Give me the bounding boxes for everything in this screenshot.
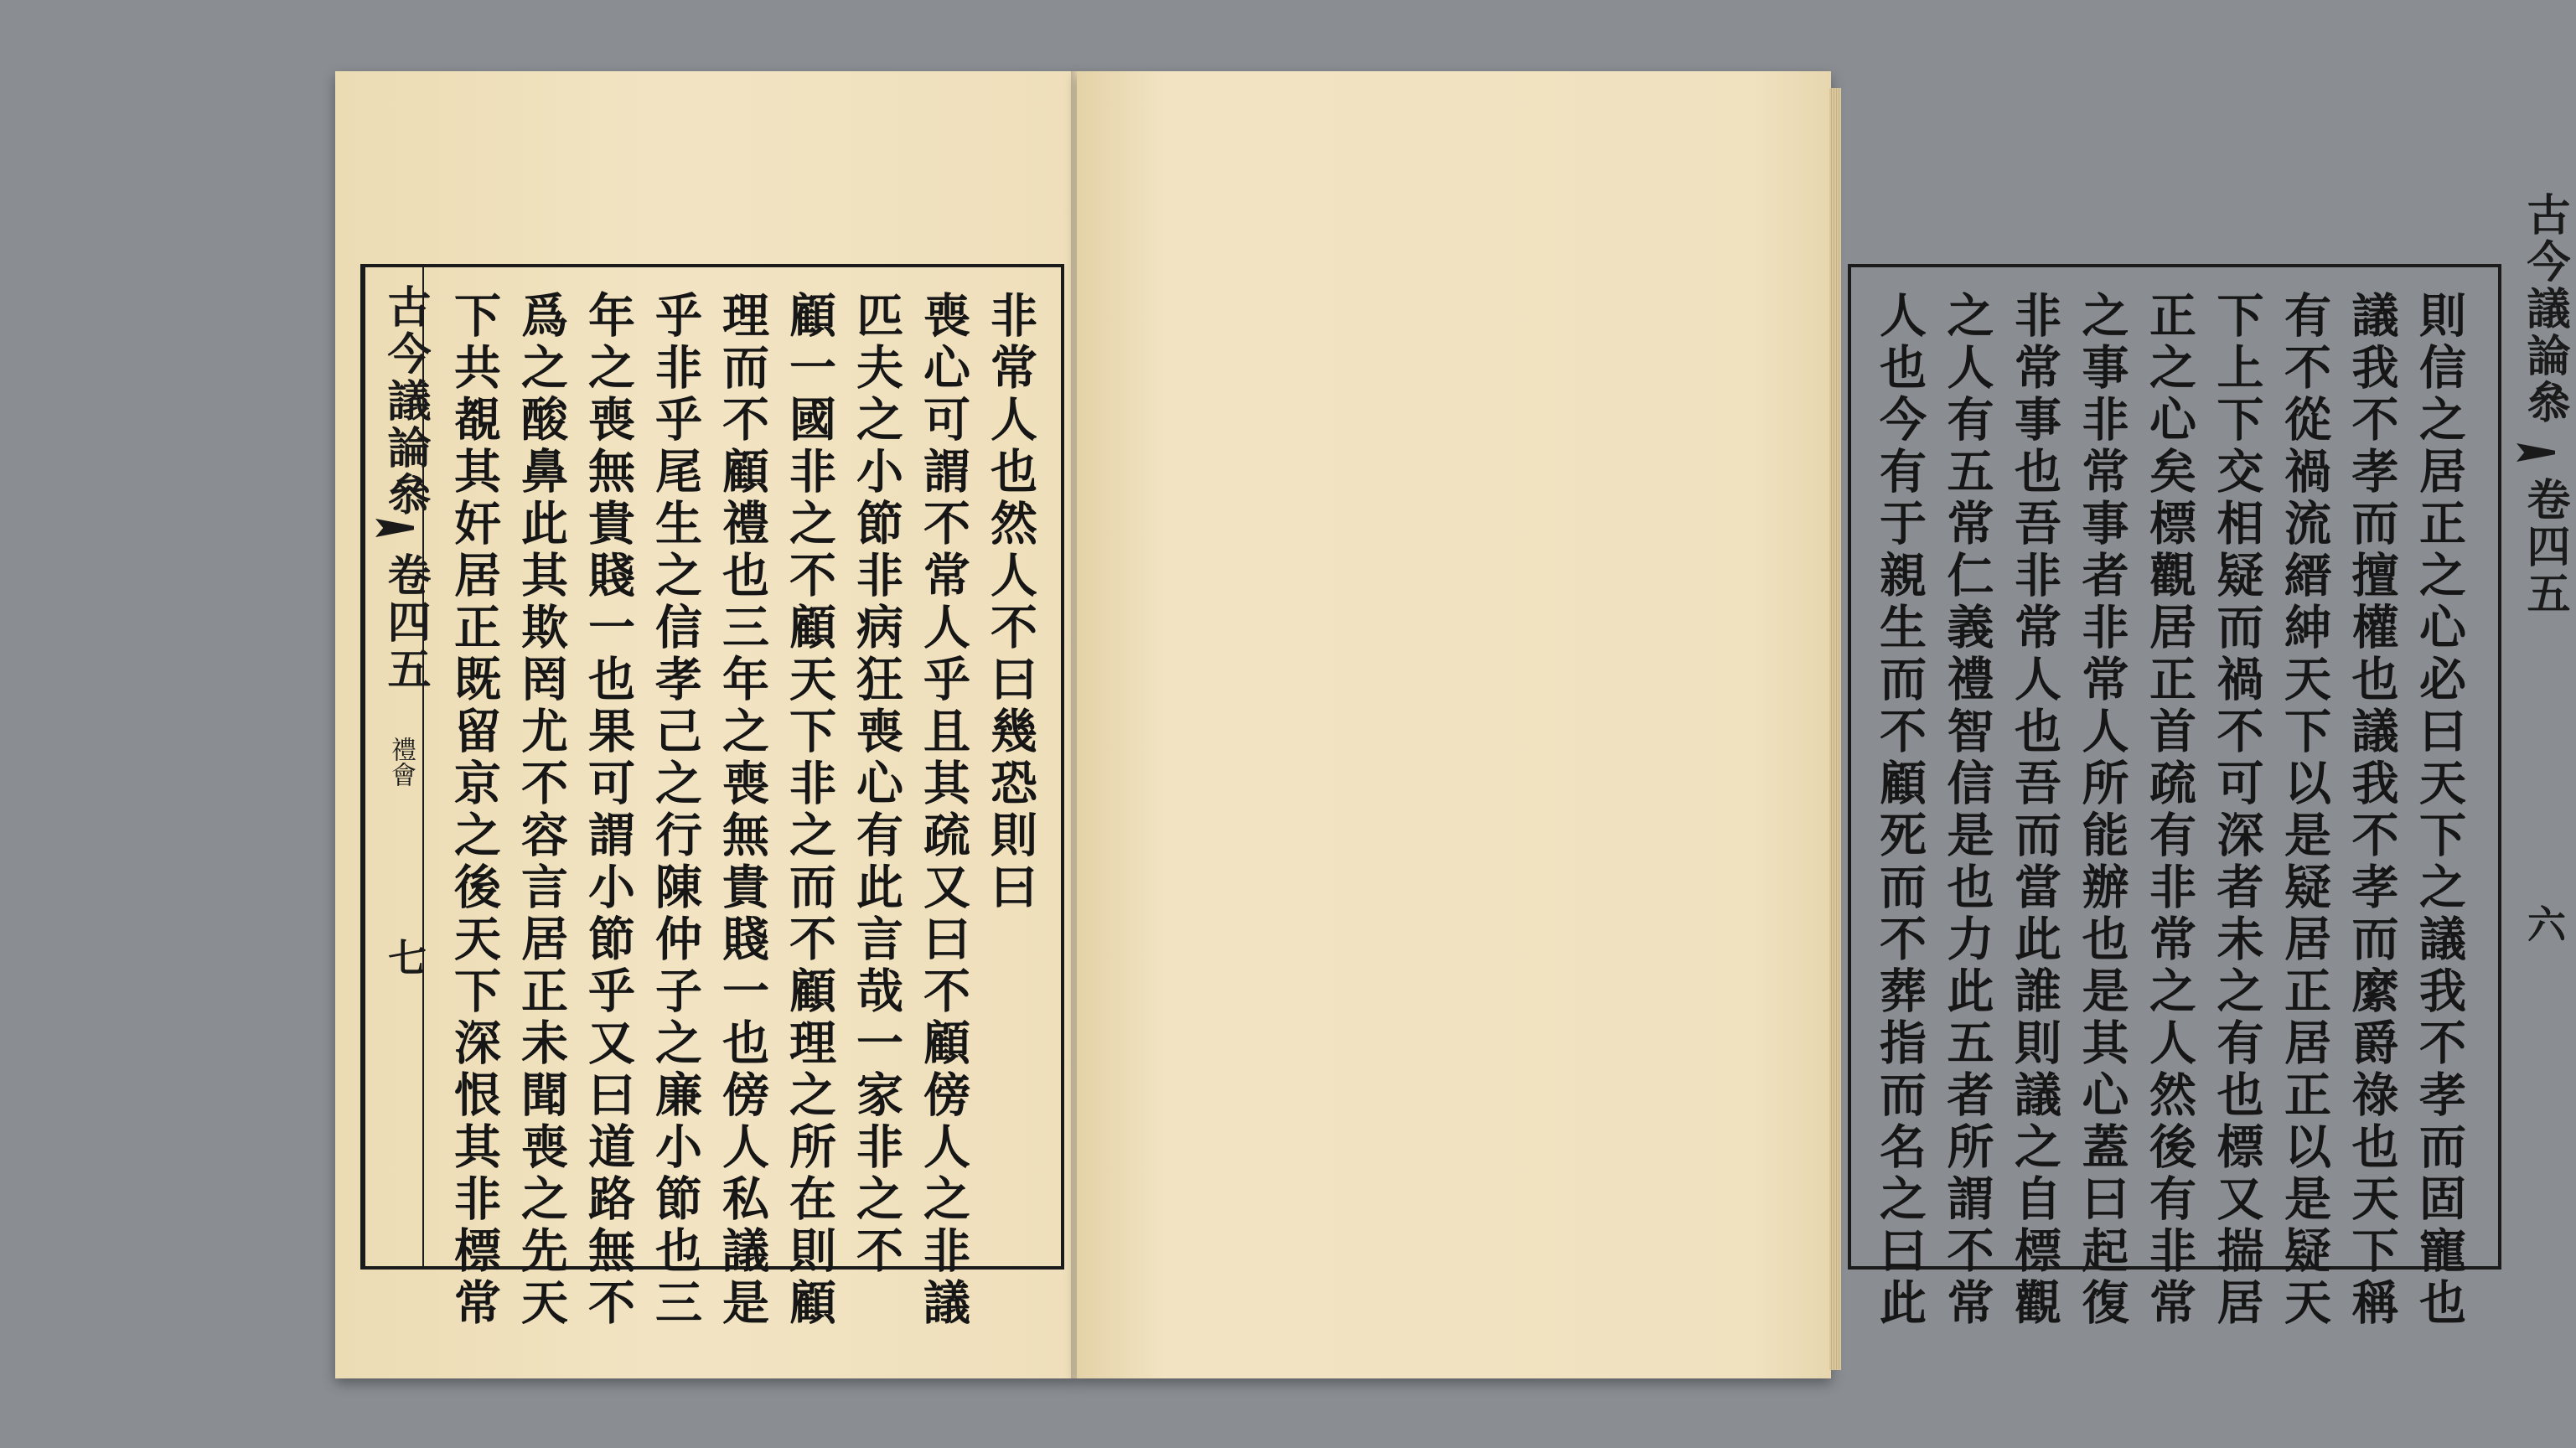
right-text-columns [1866, 291, 2473, 1330]
left-folio-number: 七 [382, 938, 427, 976]
left-text-frame [360, 264, 1064, 1330]
fish-tail-mark-icon [375, 519, 414, 537]
right-book-title: 古今議論叅 [2519, 192, 2570, 427]
right-volume-label: 卷四五 [2519, 477, 2570, 618]
right-folio-number: 六 [2522, 904, 2567, 943]
right-gutter-strip [2506, 192, 2570, 1266]
text-column: 乎非乎尾生之信孝己之行陳仲子之廉小節也三 [648, 291, 703, 1330]
text-column: 喪心可謂不常人乎且其疏又曰不顧傍人之非議 [916, 291, 971, 1330]
text-column: 爲之酸鼻此其欺罔尤不容言居正未聞喪之先天 [514, 291, 569, 1330]
text-column: 下上下交相疑而禍不可深者未之有也標又揣居 [2209, 291, 2265, 1330]
left-book-title: 古今議論叅 [380, 284, 431, 519]
left-page [335, 71, 1077, 1378]
left-gutter-strip [364, 267, 431, 1266]
text-column: 非常事也吾非常人也吾而當此誰則議之自標觀 [2007, 291, 2062, 1330]
text-column: 下共覩其奸居正既留京之後天下深恨其非標常 [447, 291, 502, 1330]
text-column: 人也今有于親生而不顧死而不葬指而名之曰此 [1872, 291, 1927, 1330]
fish-tail-mark-icon [2517, 443, 2555, 462]
page-edge-stack [1829, 88, 1841, 1370]
open-book [335, 71, 2570, 1378]
text-column: 匹夫之小節非病狂喪心有此言哉一家非之不 [849, 291, 904, 1278]
right-text-frame [1848, 192, 2570, 1330]
text-column: 則信之居正之心必曰天下之議我不孝而固寵也 [2412, 291, 2467, 1330]
text-column: 年之喪無貴賤一也果可謂小節乎又曰道路無不 [581, 291, 636, 1330]
text-column: 之人有五常仁義禮智信是也力此五者所謂不常 [1939, 291, 1995, 1330]
left-text-columns [441, 291, 1044, 1330]
text-column: 理而不顧禮也三年之喪無貴賤一也傍人私議是 [715, 291, 770, 1330]
text-column: 之事非常事者非常人所能辦也是其心蓋曰起復 [2074, 291, 2130, 1330]
left-volume-label: 卷四五 [380, 552, 431, 693]
text-column: 非常人也然人不曰幾恐則曰 [983, 291, 1038, 914]
left-section-label: 禮會 [386, 737, 416, 787]
text-column: 有不從禍流縉紳天下以是疑居正居正以是疑天 [2277, 291, 2332, 1330]
text-column: 顧一國非之不顧天下非之而不顧理之所在則顧 [782, 291, 837, 1330]
text-column: 議我不孝而擅權也議我不孝而縻爵祿也天下稱 [2344, 291, 2400, 1330]
right-page [1077, 71, 2570, 1378]
text-column: 正之心矣標觀居正首疏有非常之人然後有非常 [2142, 291, 2197, 1330]
